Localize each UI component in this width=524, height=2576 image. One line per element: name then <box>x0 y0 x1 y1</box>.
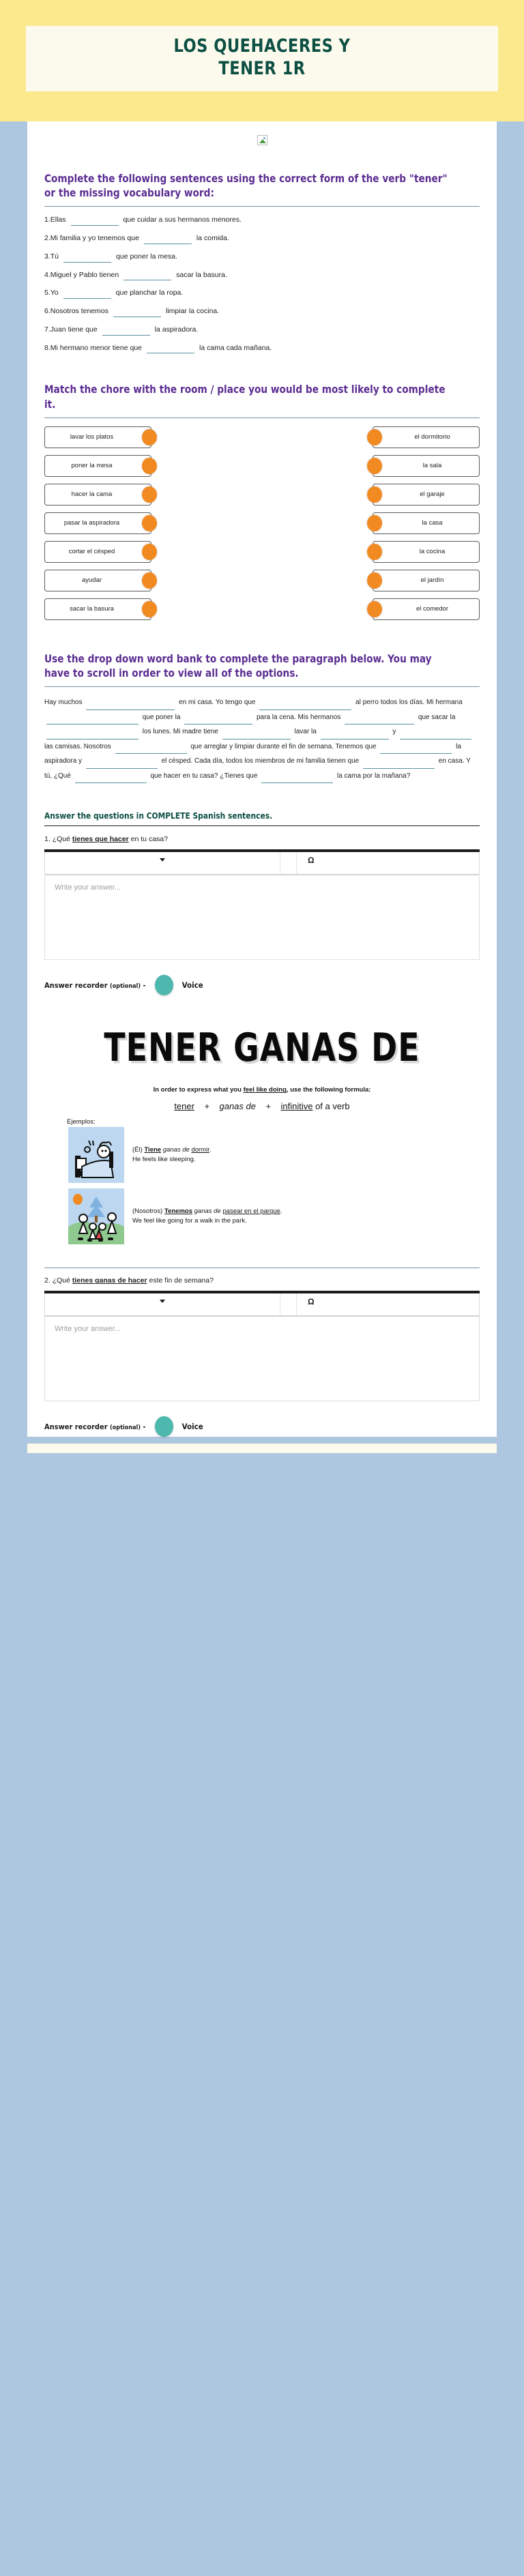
paragraph-dropdown-blank[interactable] <box>46 716 139 724</box>
match-connector-dot[interactable] <box>142 458 157 474</box>
answer-textarea-1[interactable]: Write your answer... <box>44 875 480 960</box>
match-connector-dot[interactable] <box>367 572 382 589</box>
fill-in-item-6 <box>44 306 480 317</box>
formula-of-a-verb: of a verb <box>312 1101 350 1112</box>
match-connector-dot[interactable] <box>367 486 382 503</box>
example-2-text <box>132 1207 282 1227</box>
example-2-pre: (Nosotros) <box>132 1207 164 1215</box>
question-2 <box>44 1276 480 1285</box>
fill-in-item-7 <box>44 325 480 336</box>
question-1 <box>44 835 480 843</box>
formula-infinitive: infinitive <box>280 1101 313 1112</box>
match-card-right[interactable] <box>373 598 480 620</box>
fill-in-item-2 <box>44 233 480 244</box>
divider <box>44 206 480 207</box>
tener-ganas-formula <box>27 1101 497 1111</box>
match-row <box>44 426 480 448</box>
microphone-record-icon[interactable] <box>155 975 173 995</box>
answer-textarea-2[interactable]: Write your answer... <box>44 1316 480 1401</box>
match-row <box>44 484 480 506</box>
match-card-label: el comedor <box>416 605 448 613</box>
footer-strip <box>27 1444 497 1453</box>
title-banner <box>0 0 524 121</box>
example-1-verb: Tiene <box>144 1145 162 1154</box>
example-2-infinitive: pasear en el parque <box>222 1207 280 1215</box>
paragraph-dropdown-blank[interactable] <box>46 731 139 740</box>
recorder-label-dash: - <box>141 1422 146 1431</box>
paragraph-text: Hay muchos <box>44 699 85 707</box>
match-connector-dot[interactable] <box>367 601 382 617</box>
answer-heading-part1: Answer the questions in <box>44 810 147 821</box>
chevron-down-icon[interactable] <box>160 1300 165 1303</box>
match-card-label: la casa <box>422 519 443 527</box>
match-card-label: el jardín <box>420 576 444 585</box>
sleeping-in-bed-clipart <box>68 1127 124 1183</box>
paragraph-text: para la cena. Mis hermanos <box>256 713 343 721</box>
match-connector-dot[interactable] <box>142 515 157 531</box>
paragraph-text: en mi casa. Yo tengo que <box>179 699 258 707</box>
paragraph-text: al perro todos los días. Mi hermana <box>355 699 463 707</box>
match-card-label: la sala <box>422 462 442 470</box>
item-text-before: Yo <box>50 289 59 297</box>
paragraph-text: en casa. Y tú, ¿Qué <box>44 757 471 780</box>
match-card-left[interactable] <box>44 455 151 477</box>
paragraph-dropdown-blank[interactable] <box>184 716 252 724</box>
formula-plus-2: + <box>265 1101 272 1112</box>
fill-in-blank[interactable] <box>63 254 111 263</box>
page-title-line2: TENER 1R <box>218 57 306 79</box>
match-card-label: hacer la cama <box>71 491 113 499</box>
fill-in-blank[interactable] <box>113 308 161 317</box>
item-number: 7. <box>44 325 50 334</box>
fill-in-list <box>44 215 480 353</box>
paragraph-prompt: Use the drop down word bank to complete the paragraph below. You may have to scroll in order to view all of the options. <box>44 652 432 680</box>
fill-in-blank[interactable] <box>144 235 192 244</box>
match-connector-dot[interactable] <box>142 486 157 503</box>
paragraph-text: lavar la <box>294 728 319 736</box>
recorder-label-optional: (optional) <box>110 1424 141 1431</box>
paragraph-text: que hacer en tu casa? ¿Tienes que <box>150 772 260 780</box>
match-connector-dot[interactable] <box>367 429 382 445</box>
microphone-record-icon[interactable] <box>155 1416 173 1437</box>
paragraph-dropdown-blank[interactable] <box>345 716 414 724</box>
match-connector-dot[interactable] <box>367 458 382 474</box>
paragraph-text: la cama por la mañana? <box>336 772 411 780</box>
match-card-left[interactable] <box>44 570 151 591</box>
match-card-left[interactable] <box>44 484 151 506</box>
paragraph-dropdown-blank[interactable] <box>86 701 175 710</box>
item-number: 5. <box>44 289 50 297</box>
paragraph-text: que arreglar y limpiar durante el fin de semana. Tenemos que <box>190 742 379 750</box>
question-2-keyphrase: tienes ganas de hacer <box>72 1276 147 1285</box>
match-card-label: lavar los platos <box>70 433 114 441</box>
divider <box>44 686 480 687</box>
question-2-post: este fin de semana? <box>147 1276 214 1285</box>
answer-section-heading <box>44 810 458 821</box>
toolbar-spacer <box>280 852 297 875</box>
subtitle-post: , use the following formula: <box>286 1086 371 1094</box>
paragraph-text: y <box>392 728 398 736</box>
example-1-pre: (Él) <box>132 1145 145 1154</box>
example-2-end: . <box>280 1207 282 1215</box>
voice-label-2: Voice <box>181 1422 203 1432</box>
fill-in-item-8 <box>44 343 480 354</box>
item-number: 1. <box>44 216 50 224</box>
voice-label-1: Voice <box>181 980 203 991</box>
example-1-text <box>132 1145 211 1165</box>
match-connector-dot[interactable] <box>142 601 157 617</box>
match-connector-dot[interactable] <box>367 544 382 560</box>
match-connector-dot[interactable] <box>142 572 157 589</box>
question-1-post: en tu casa? <box>128 835 168 844</box>
match-row <box>44 512 480 534</box>
recorder-label-dash: - <box>141 980 146 990</box>
item-text-before: Mi familia y yo tenemos que <box>50 234 139 243</box>
answer-editor-1[interactable] <box>44 849 480 960</box>
question-2-pre: ¿Qué <box>52 1276 72 1285</box>
match-card-left[interactable] <box>44 426 151 448</box>
style-dropdown-2[interactable] <box>45 1293 280 1316</box>
item-text-after: la comida. <box>196 234 229 243</box>
item-text-before: Tú <box>50 252 59 261</box>
match-card-label: cortar el césped <box>68 548 115 556</box>
match-card-left[interactable] <box>44 512 151 534</box>
item-text-before: Miguel y Pablo tienen <box>50 270 119 279</box>
special-character-button-2[interactable] <box>297 1293 338 1316</box>
answer-recorder-1 <box>44 975 480 995</box>
broken-image-icon <box>257 135 267 145</box>
toolbar-spacer <box>280 1293 297 1316</box>
item-number: 4. <box>44 270 50 279</box>
question-2-number: 2. <box>44 1276 50 1285</box>
fill-in-prompt-part2: the missing vocabulary word: <box>55 186 214 200</box>
recorder-label-main: Answer recorder <box>44 1422 111 1431</box>
paragraph-text: la aspiradora y <box>44 742 461 765</box>
example-2-verb: Tenemos <box>164 1207 192 1215</box>
paragraph-dropdown-blank[interactable] <box>261 774 333 783</box>
match-card-right[interactable] <box>373 426 480 448</box>
item-text-before: Juan tiene que <box>50 325 98 334</box>
style-dropdown-1[interactable] <box>45 852 280 875</box>
paragraph-dropdown-blank[interactable] <box>363 760 435 769</box>
match-card-label: el dormitorio <box>414 433 450 441</box>
example-2-english: We feel like going for a walk in the park. <box>132 1217 247 1225</box>
omega-icon[interactable]: Ω <box>308 855 315 866</box>
divider <box>44 825 480 826</box>
recorder-label-optional: (optional) <box>110 982 141 990</box>
match-row <box>44 455 480 477</box>
paragraph-text: el césped. Cada día, todos los miembros de mi familia tienen que <box>161 757 361 765</box>
question-1-number: 1. <box>44 835 50 844</box>
match-card-label: el garaje <box>420 491 445 499</box>
item-text-after: que poner la mesa. <box>116 252 177 261</box>
item-text-after: sacar la basura. <box>176 270 227 279</box>
example-2 <box>27 1188 497 1244</box>
match-card-right[interactable] <box>373 541 480 563</box>
match-card-label: la cocina <box>419 548 446 556</box>
recorder-label-main: Answer recorder <box>44 980 111 990</box>
item-text-after: limpiar la cocina. <box>165 307 220 316</box>
fill-in-blank[interactable] <box>63 290 111 299</box>
paragraph-dropdown-blank[interactable] <box>222 731 291 740</box>
example-2-spanish <box>132 1207 282 1217</box>
answer-heading-complete: COMPLETE <box>146 810 190 821</box>
fill-in-item-4 <box>44 270 480 281</box>
recorder-label-2 <box>44 1422 146 1431</box>
item-text-after: la cama cada mañana. <box>199 343 272 352</box>
tener-ganas-title: TENER GANAS DE <box>104 1025 420 1072</box>
paragraph-dropdown-blank[interactable] <box>321 731 389 740</box>
example-1-mid: ganas de <box>161 1145 192 1154</box>
fill-in-blank[interactable] <box>123 272 171 280</box>
omega-icon[interactable]: Ω <box>308 1297 315 1307</box>
match-prompt: Match the chore with the room / place you would be most likely to complete it. <box>44 383 446 411</box>
item-text-after: la aspiradora. <box>154 325 199 334</box>
page-bottom-spacer <box>0 1453 524 1472</box>
paragraph-dropdown-blank[interactable] <box>86 760 158 769</box>
item-number: 8. <box>44 343 50 352</box>
paragraph-with-dropdowns <box>44 695 480 783</box>
match-card-label: poner la mesa <box>71 462 113 470</box>
paragraph-dropdown-blank[interactable] <box>400 731 471 740</box>
match-card-right[interactable] <box>373 512 480 534</box>
answer-heading-part2: Spanish sentences. <box>190 810 273 821</box>
match-card-right[interactable] <box>373 455 480 477</box>
fill-in-blank[interactable] <box>71 217 119 226</box>
match-card-label: pasar la aspiradora <box>63 519 120 527</box>
special-character-button-1[interactable] <box>297 852 338 875</box>
subtitle-pre: In order to express what you <box>153 1086 244 1094</box>
item-text-before: Ellas <box>50 216 66 224</box>
item-number: 2. <box>44 234 50 243</box>
example-1-spanish <box>132 1145 211 1156</box>
paragraph-dropdown-blank[interactable] <box>380 745 452 754</box>
match-card-left[interactable] <box>44 598 151 620</box>
fill-in-item-1 <box>44 215 480 226</box>
recorder-label-1 <box>44 981 146 990</box>
item-text-after: que cuidar a sus hermanos menores. <box>123 216 242 224</box>
item-text-before: Nosotros tenemos <box>50 307 108 316</box>
fill-in-prompt <box>44 171 458 201</box>
page-title-line1: LOS QUEHACERES Y <box>173 35 351 57</box>
example-1-infinitive: dormir <box>191 1145 209 1154</box>
formula-plus-1: + <box>204 1101 210 1112</box>
example-2-mid: ganas de <box>192 1207 223 1215</box>
question-1-pre: ¿Qué <box>52 835 72 844</box>
answer-editor-2[interactable] <box>44 1291 480 1401</box>
page-title <box>49 35 476 80</box>
match-connector-dot[interactable] <box>367 515 382 531</box>
match-card-left[interactable] <box>44 541 151 563</box>
title-card <box>26 26 498 91</box>
fill-in-blank[interactable] <box>147 345 194 353</box>
paragraph-dropdown-blank[interactable] <box>115 745 187 754</box>
example-1-english: He feels like sleeping. <box>132 1156 196 1164</box>
answer-recorder-2 <box>44 1416 480 1437</box>
paragraph-dropdown-blank[interactable] <box>259 701 351 710</box>
fill-in-item-5 <box>44 288 480 299</box>
formula-tener: tener <box>174 1101 194 1112</box>
tener-ganas-subtitle <box>27 1086 497 1094</box>
match-connector-dot[interactable] <box>142 429 157 445</box>
paragraph-dropdown-blank[interactable] <box>75 774 147 783</box>
match-card-right[interactable] <box>373 484 480 506</box>
match-card-right[interactable] <box>373 570 480 591</box>
worksheet-sheet <box>27 121 497 1010</box>
paragraph-text: que poner la <box>142 713 183 721</box>
example-1 <box>27 1127 497 1183</box>
editor-toolbar[interactable] <box>44 1293 480 1316</box>
match-card-label: ayudar <box>81 576 102 585</box>
match-row <box>44 570 480 591</box>
family-walking-park-clipart <box>68 1188 124 1244</box>
paragraph-text: que sacar la <box>418 713 456 721</box>
match-card-label: sacar la basura <box>70 605 114 613</box>
item-number: 6. <box>44 307 50 316</box>
editor-toolbar[interactable] <box>44 852 480 875</box>
tener-ganas-section <box>27 1009 497 1437</box>
item-text-before: Mi hermano menor tiene que <box>50 343 143 352</box>
match-row <box>44 598 480 620</box>
match-row <box>44 541 480 563</box>
fill-in-prompt-part1: Complete the following sentences using the correct form of the verb "tener" <box>44 171 448 185</box>
paragraph-text: los lunes. Mi madre tiene <box>142 728 220 736</box>
fill-in-prompt-or: or <box>44 186 56 200</box>
subtitle-underline: feel like doing <box>243 1086 287 1094</box>
fill-in-blank[interactable] <box>102 327 150 336</box>
example-1-end: . <box>209 1145 212 1154</box>
match-connector-dot[interactable] <box>142 544 157 560</box>
fill-in-item-3 <box>44 252 480 263</box>
item-text-after: que planchar la ropa. <box>115 289 184 297</box>
ejemplos-label: Ejemplos: <box>67 1118 96 1126</box>
formula-ganas-de: ganas de <box>219 1101 256 1112</box>
chevron-down-icon[interactable] <box>160 858 165 862</box>
item-number: 3. <box>44 252 50 261</box>
paragraph-text: las camisas. Nosotros <box>44 742 113 750</box>
question-1-keyphrase: tienes que hacer <box>72 835 129 844</box>
match-grid <box>44 426 480 620</box>
